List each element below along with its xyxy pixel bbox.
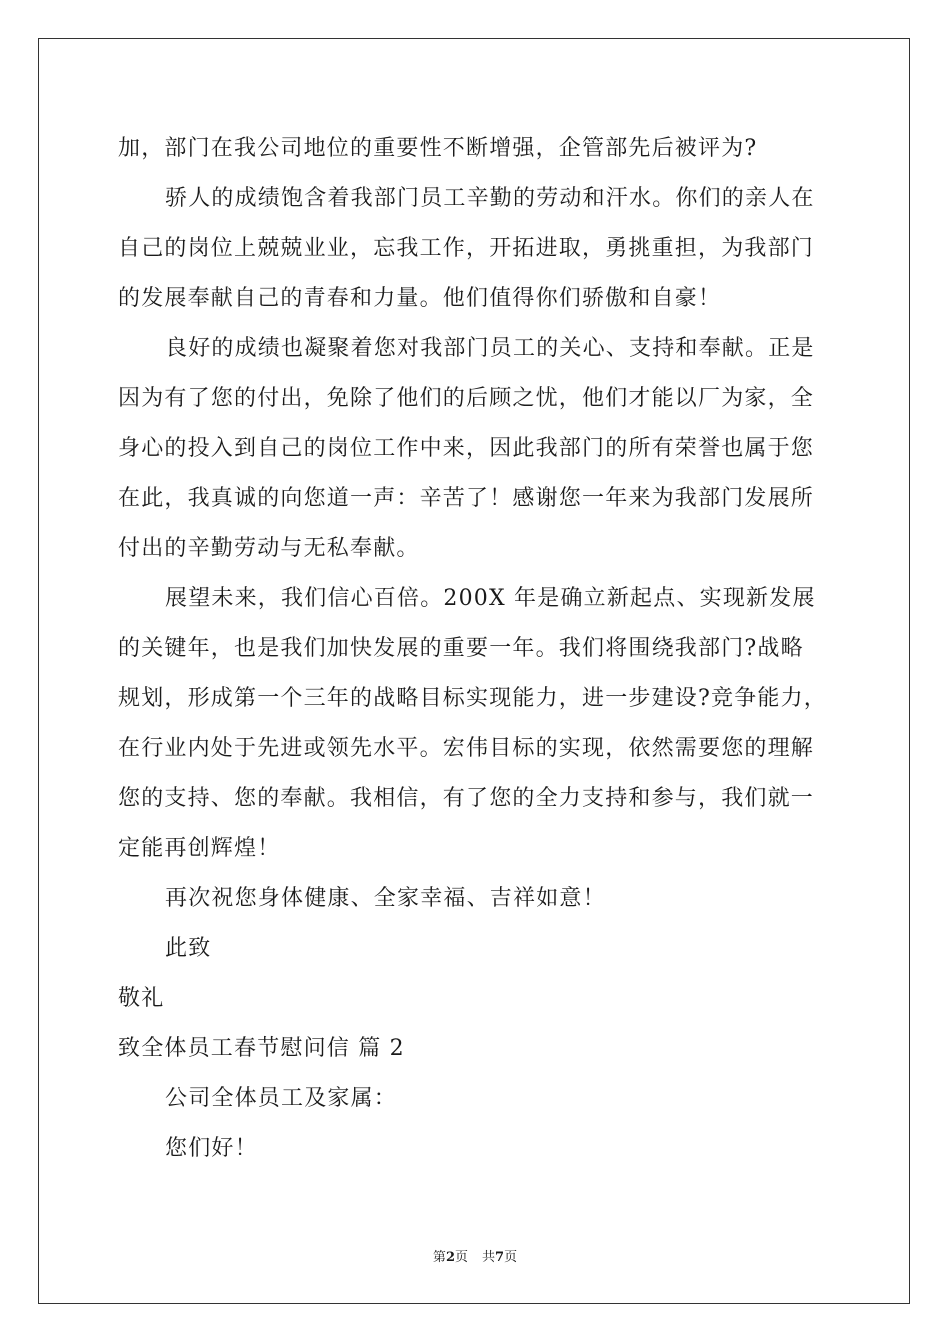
section-title: 致全体员工春节慰问信 篇 2 bbox=[118, 1036, 405, 1061]
page-current: 2 bbox=[445, 1250, 455, 1265]
text-line: 加，部门在我公司地位的重要性不断增强，企管部先后被评为? bbox=[118, 136, 758, 161]
text-line: 因为有了您的付出，免除了他们的后顾之忧，他们才能以厂为家，全 bbox=[118, 386, 815, 411]
page-suffix: 页 bbox=[454, 1250, 468, 1265]
text-line: 展望未来，我们信心百倍。200X 年是确立新起点、实现新发展 bbox=[165, 586, 816, 611]
total-pages: 7 bbox=[495, 1250, 505, 1265]
salutation-regards: 敬礼 bbox=[118, 986, 165, 1011]
text-line: 良好的成绩也凝聚着您对我部门员工的关心、支持和奉献。正是 bbox=[165, 336, 815, 361]
text-line: 规划，形成第一个三年的战略目标实现能力，进一步建设?竞争能力， bbox=[118, 686, 827, 711]
text-line: 身心的投入到自己的岗位工作中来，因此我部门的所有荣誉也属于您 bbox=[118, 436, 815, 461]
text-line: 定能再创辉煌！ bbox=[118, 836, 281, 861]
text-line: 自己的岗位上兢兢业业，忘我工作，开拓进取，勇挑重担，为我部门 bbox=[118, 236, 815, 261]
salutation-closing: 此致 bbox=[165, 936, 212, 961]
document-body bbox=[118, 124, 838, 1174]
total-prefix: 共 bbox=[482, 1250, 496, 1265]
text-line: 在行业内处于先进或领先水平。宏伟目标的实现，依然需要您的理解 bbox=[118, 736, 815, 761]
letter-addressee: 公司全体员工及家属： bbox=[165, 1086, 398, 1111]
text-line: 的发展奉献自己的青春和力量。他们值得你们骄傲和自豪！ bbox=[118, 286, 722, 311]
text-line: 骄人的成绩饱含着我部门员工辛勤的劳动和汗水。你们的亲人在 bbox=[165, 186, 815, 211]
total-suffix: 页 bbox=[504, 1250, 518, 1265]
text-line: 您的支持、您的奉献。我相信，有了您的全力支持和参与，我们就一 bbox=[118, 786, 815, 811]
letter-greeting: 您们好！ bbox=[165, 1136, 258, 1161]
page-footer bbox=[0, 1246, 950, 1265]
page-prefix: 第 bbox=[432, 1250, 446, 1265]
text-line: 的关键年，也是我们加快发展的重要一年。我们将围绕我部门?战略 bbox=[118, 636, 804, 661]
text-line: 再次祝您身体健康、全家幸福、吉祥如意！ bbox=[165, 886, 606, 911]
text-line: 付出的辛勤劳动与无私奉献。 bbox=[118, 536, 420, 561]
text-line: 在此，我真诚的向您道一声：辛苦了！感谢您一年来为我部门发展所 bbox=[118, 486, 815, 511]
